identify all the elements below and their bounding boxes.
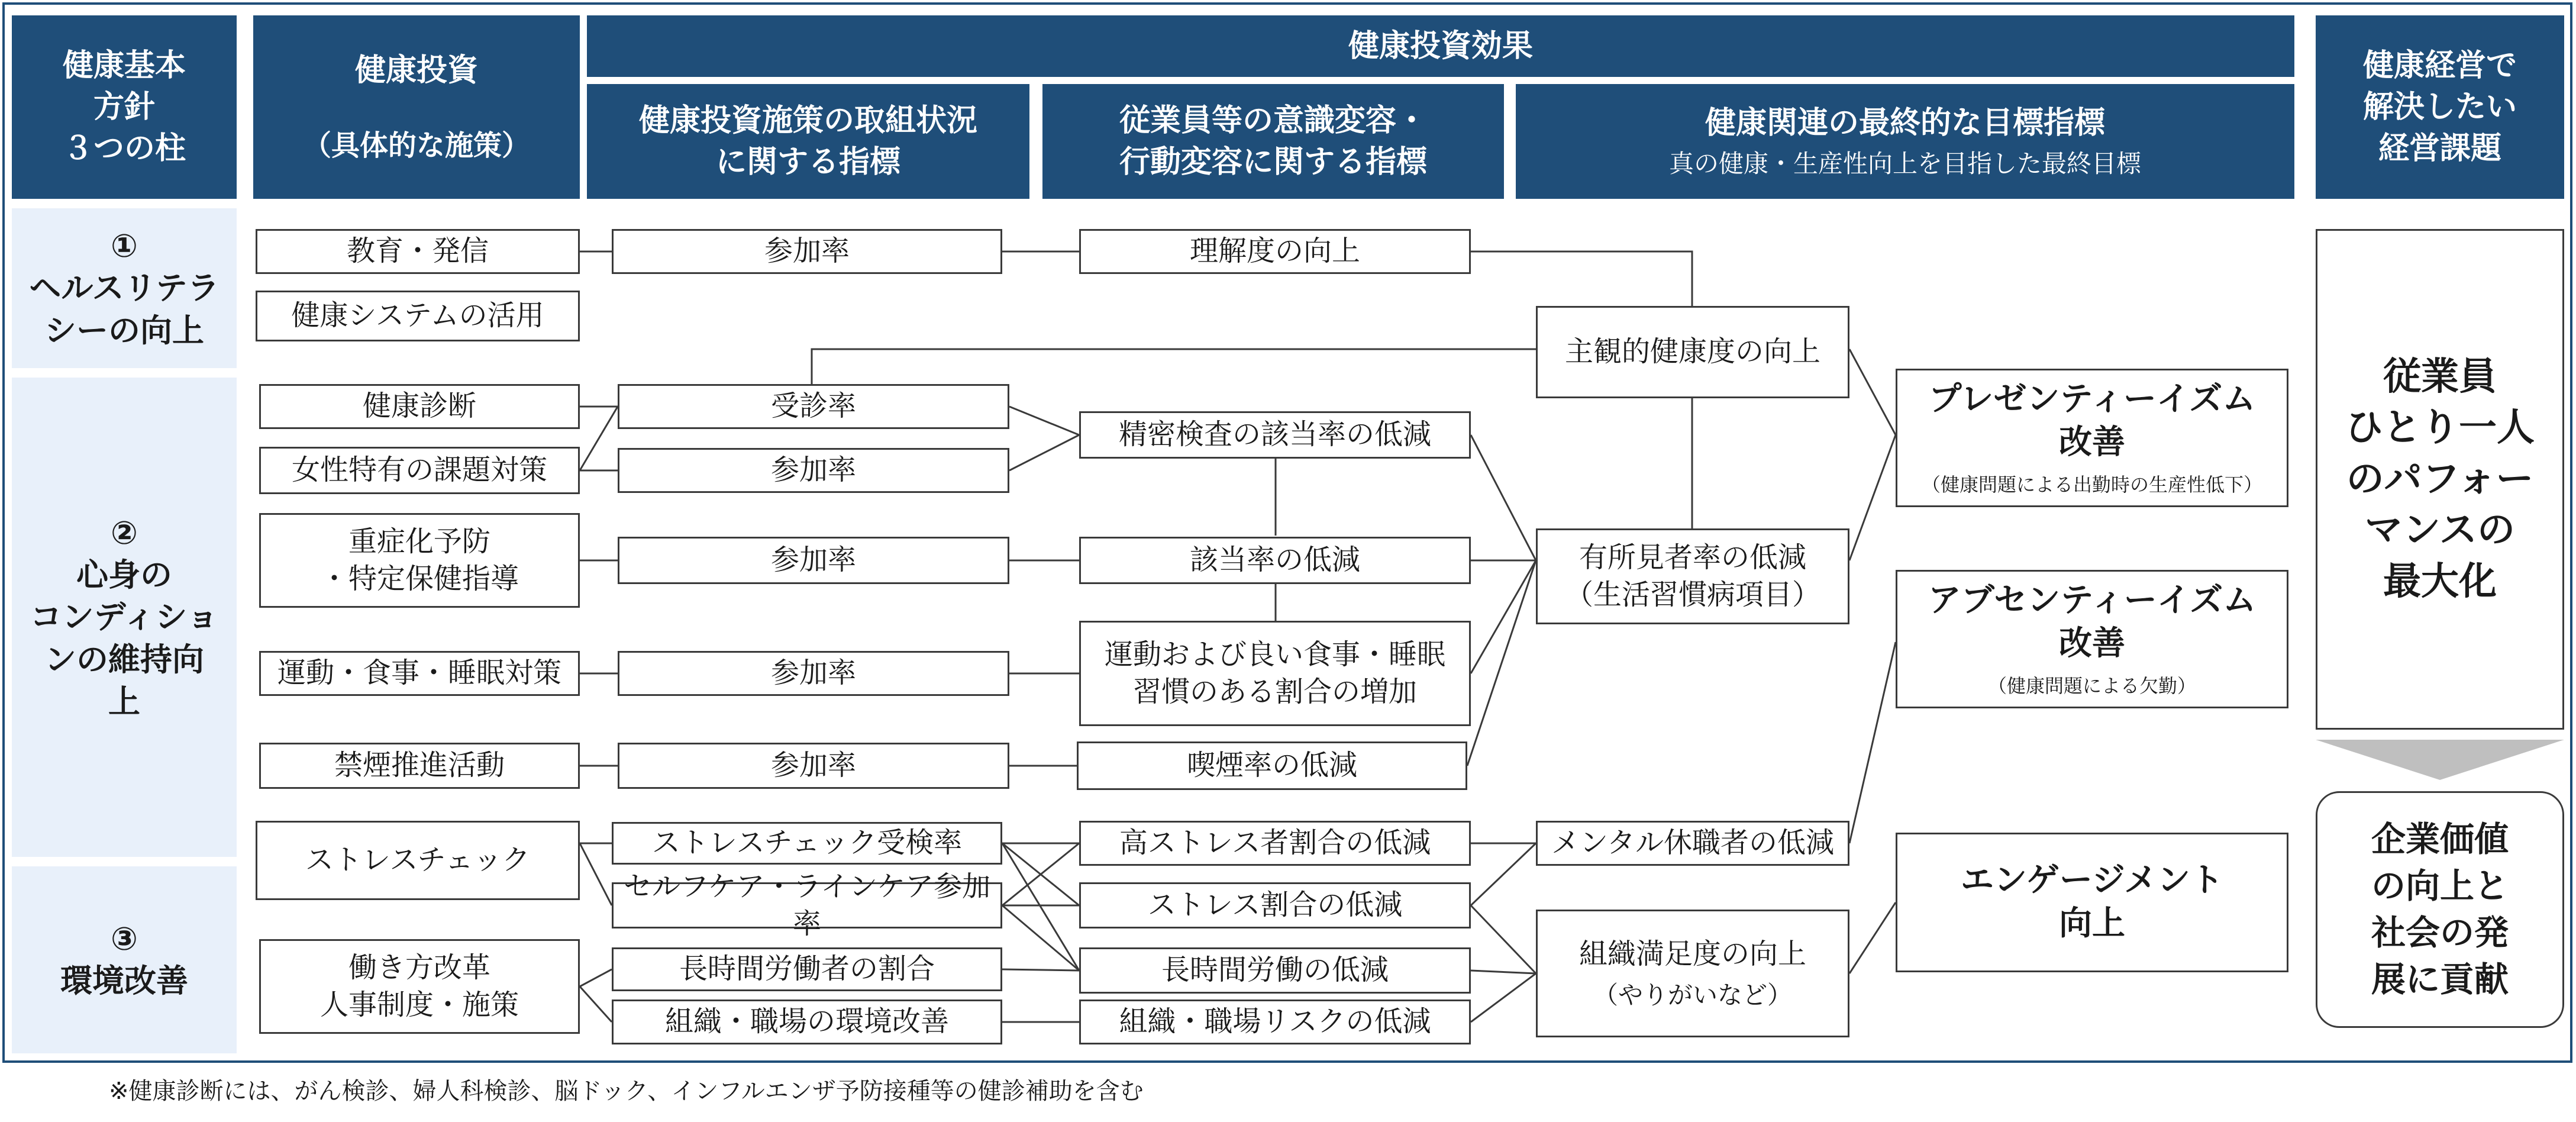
outcome-absenteeism-sub: （健康問題による欠勤） <box>1987 675 2196 697</box>
investment-severe-prevention: 重症化予防 ・特定保健指導 <box>259 513 580 608</box>
header-investment-title: 健康投資 <box>354 52 478 88</box>
footnote: ※健康診断には、がん検診、婦人科検診、脳ドック、インフルエンザ予防接種等の健診補助を含む <box>109 1078 1144 1105</box>
indicator-stress-ratio: ストレス割合の低減 <box>1079 882 1471 928</box>
header-effect: 健康投資効果 <box>587 15 2294 77</box>
final-mental-leave: メンタル休職者の低減 <box>1536 821 1849 866</box>
down-arrow <box>2316 740 2564 780</box>
pillar-condition: ② 心身の コンディショ ンの維持向 上 <box>12 378 237 857</box>
investment-work-style: 働き方改革 人事制度・施策 <box>259 939 580 1034</box>
indicator-participation-exercise: 参加率 <box>618 651 1009 696</box>
investment-exercise: 運動・食事・睡眠対策 <box>259 651 580 696</box>
indicator-detailed-exam: 精密検査の該当率の低減 <box>1079 411 1471 459</box>
header-effect-col3 <box>1516 84 2294 199</box>
investment-women: 女性特有の課題対策 <box>259 447 580 494</box>
investment-education: 教育・発信 <box>256 229 580 274</box>
header-investment-sub: （具体的な施策） <box>302 128 530 162</box>
investment-checkup: 健康診断 <box>259 384 580 429</box>
indicator-workplace-env: 組織・職場の環境改善 <box>612 1000 1002 1044</box>
investment-health-system: 健康システムの活用 <box>256 291 580 341</box>
indicator-selfcare: セルフケア・ラインケア参加率 <box>612 882 1002 928</box>
goal-corporate-value: 企業価値 の向上と 社会の発 展に貢献 <box>2316 791 2564 1028</box>
indicator-habits: 運動および良い食事・睡眠 習慣のある割合の増加 <box>1079 621 1471 726</box>
outcome-presenteeism <box>1896 369 2288 507</box>
header-management: 健康経営で 解決したい 経営課題 <box>2316 15 2564 199</box>
header-investment <box>253 15 580 199</box>
final-org-satisfaction-title: 組織満足度の向上 <box>1578 937 1806 971</box>
final-subjective-health: 主観的健康度の向上 <box>1536 306 1849 398</box>
goal-employee-performance: 従業員 ひとり一人 のパフォー マンスの 最大化 <box>2316 229 2564 730</box>
outcome-absenteeism <box>1896 570 2288 708</box>
indicator-understanding: 理解度の向上 <box>1079 229 1471 274</box>
header-effect-col1: 健康投資施策の取組状況 に関する指標 <box>587 84 1029 199</box>
investment-stress-check: ストレスチェック <box>256 821 580 900</box>
indicator-exam-rate: 受診率 <box>618 384 1009 429</box>
indicator-applicable-rate: 該当率の低減 <box>1079 537 1471 584</box>
outcome-presenteeism-title: プレゼンティーイズム 改善 <box>1928 380 2256 462</box>
final-findings-rate: 有所見者率の低減 （生活習慣病項目） <box>1536 528 1849 624</box>
final-org-satisfaction-sub: （やりがいなど） <box>1593 980 1792 1010</box>
indicator-high-stress: 高ストレス者割合の低減 <box>1079 821 1471 866</box>
pillar-environment: ③ 環境改善 <box>12 866 237 1053</box>
indicator-smoking-rate: 喫煙率の低減 <box>1077 741 1467 790</box>
header-effect-col3-title: 健康関連の最終的な目標指標 <box>1705 105 2105 141</box>
header-effect-col2: 従業員等の意識変容・ 行動変容に関する指標 <box>1042 84 1504 199</box>
outcome-absenteeism-title: アブセンティーイズム 改善 <box>1928 581 2257 663</box>
header-pillars: 健康基本 方針 ３つの柱 <box>12 15 237 199</box>
indicator-participation-smoking: 参加率 <box>618 743 1009 789</box>
indicator-long-hours: 長時間労働者の割合 <box>612 947 1002 991</box>
outcome-engagement: エンゲージメント 向上 <box>1896 833 2288 972</box>
pillar-health-literacy: ① ヘルスリテラ シーの向上 <box>12 208 237 368</box>
indicator-participation-severe: 参加率 <box>618 537 1009 584</box>
outcome-presenteeism-sub: （健康問題による出勤時の生産性低下） <box>1921 473 2262 496</box>
indicator-participation-women: 参加率 <box>618 448 1009 493</box>
header-effect-col3-sub: 真の健康・生産性向上を目指した最終目標 <box>1668 149 2141 178</box>
final-org-satisfaction <box>1536 910 1849 1037</box>
investment-smoking: 禁煙推進活動 <box>259 743 580 789</box>
indicator-stress-check-rate: ストレスチェック受検率 <box>612 822 1002 865</box>
indicator-org-risk: 組織・職場リスクの低減 <box>1079 1000 1471 1044</box>
indicator-long-work: 長時間労働の低減 <box>1079 947 1471 994</box>
indicator-participation-edu: 参加率 <box>612 229 1002 274</box>
